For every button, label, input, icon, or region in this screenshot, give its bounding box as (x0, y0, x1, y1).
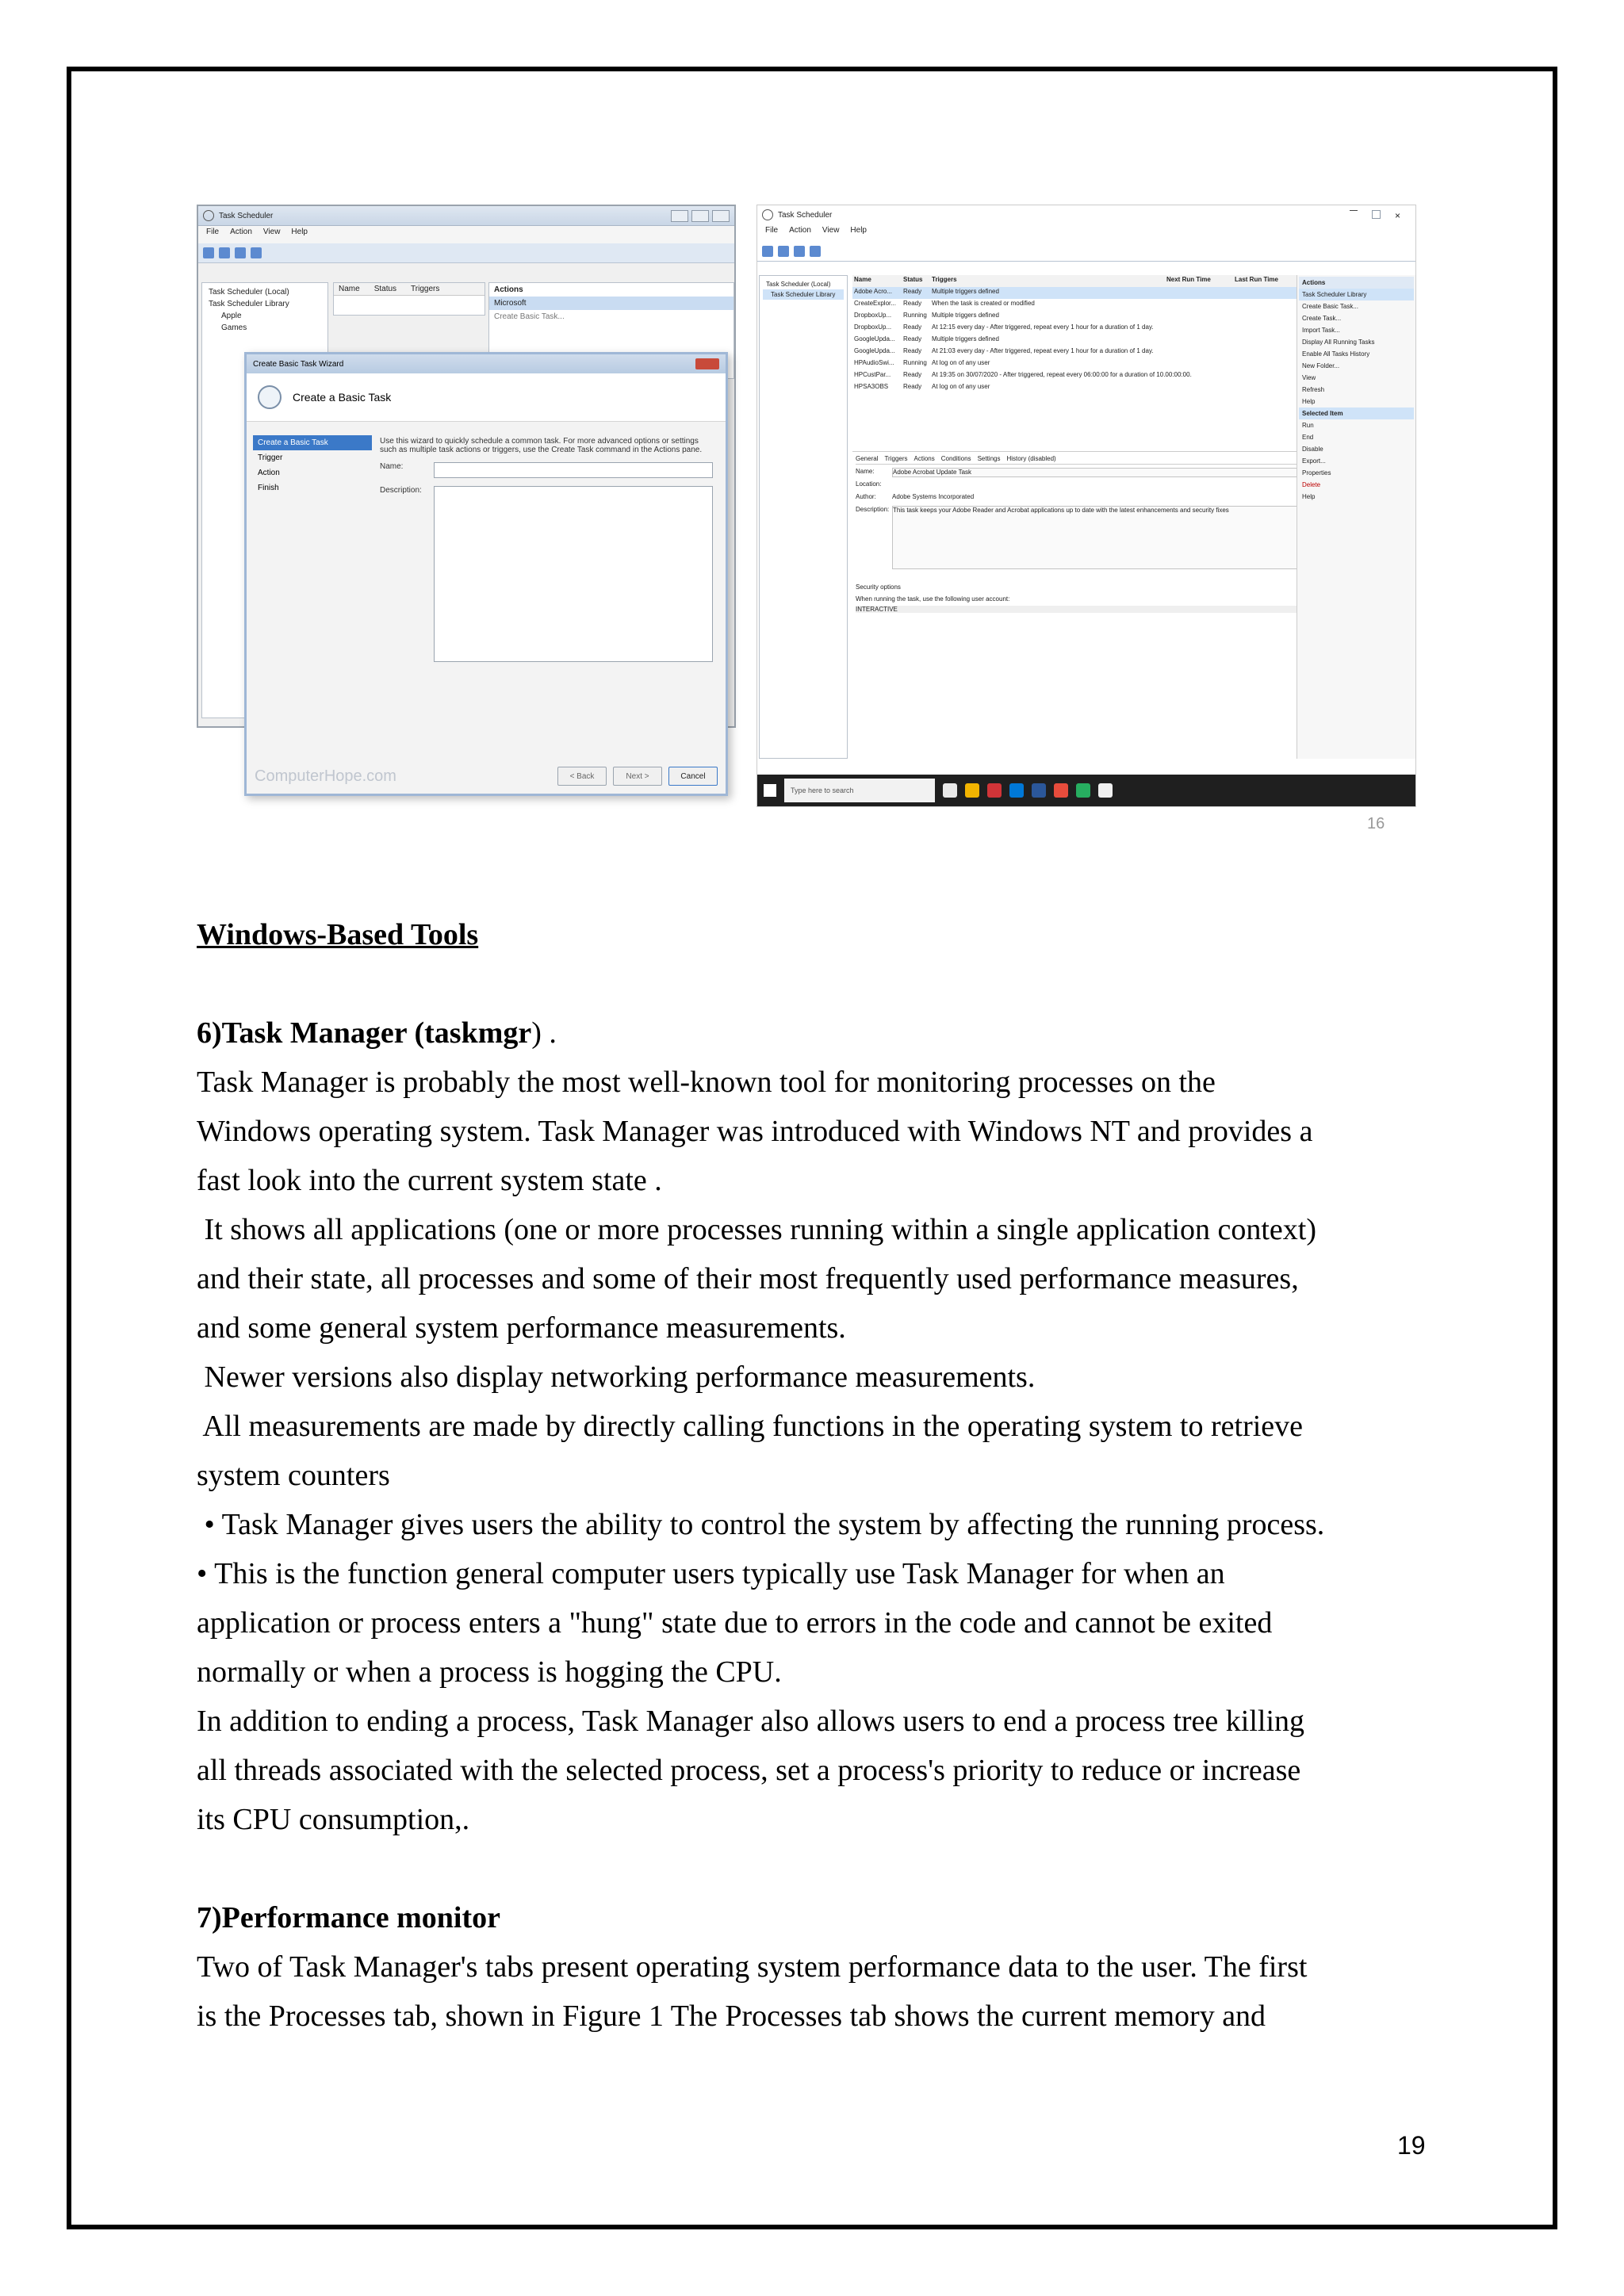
security-options-label: Security options (856, 584, 901, 591)
paragraph-line: In addition to ending a process, Task Manager also allows users to end a process tree killing (197, 1705, 1305, 1738)
table-row[interactable] (852, 311, 1301, 323)
actions-microsoft[interactable]: Microsoft (489, 297, 733, 310)
task-detail-pane (852, 451, 1301, 752)
figure-number: 16 (1367, 815, 1385, 832)
forward-arrow-icon[interactable] (219, 247, 230, 258)
clock-icon (762, 209, 773, 220)
tab-settings[interactable]: Settings (977, 455, 1001, 462)
title-bar (198, 206, 734, 226)
wizard-title: Create Basic Task Wizard (253, 359, 344, 369)
column-status[interactable]: Status (373, 285, 397, 293)
section-7-title: 7)Performance monitor (197, 1901, 501, 1934)
detail-name-label: Name: (856, 468, 875, 475)
table-row[interactable] (852, 382, 1301, 394)
task-icon (258, 385, 282, 409)
action-view[interactable]: View (1302, 374, 1316, 381)
wizard-heading: Create a Basic Task (293, 391, 392, 404)
menu-help[interactable]: Help (291, 228, 308, 236)
tab-conditions[interactable]: Conditions (940, 455, 971, 462)
back-arrow-icon[interactable] (762, 246, 773, 257)
action-create-task[interactable]: Create Task... (1302, 315, 1342, 322)
name-input[interactable] (434, 462, 713, 478)
app-icon[interactable] (987, 783, 1002, 798)
column-triggers[interactable]: Triggers (411, 285, 440, 293)
column-next-run[interactable]: Next Run Time (1166, 276, 1211, 283)
menu-view[interactable]: View (822, 226, 840, 235)
detail-description[interactable]: This task keeps your Adobe Reader and Acrobat applications up to date with the latest enhancements and security fixes (892, 506, 1298, 569)
table-row[interactable] (852, 346, 1301, 358)
maximize-button[interactable] (691, 210, 709, 222)
detail-name-field[interactable]: Adobe Acrobat Update Task (892, 468, 1298, 477)
paragraph-line: normally or when a process is hogging the CPU. (197, 1655, 782, 1689)
title-bar (757, 205, 1415, 224)
detail-location-label: Location: (856, 480, 882, 488)
task-view-icon[interactable] (943, 783, 957, 798)
cell-status: Running (903, 359, 927, 366)
close-button[interactable] (712, 210, 730, 222)
wizard-intro: Use this wizard to quickly schedule a common task. For more advanced options or settings such as multiple task actions or triggers, use the Create Task command in the Actions pane. (380, 437, 703, 454)
paragraph-line: fast look into the current system state . (197, 1164, 662, 1197)
description-input[interactable] (434, 486, 713, 662)
column-name[interactable]: Name (339, 285, 360, 293)
cell-status: Ready (903, 335, 922, 342)
cancel-button[interactable]: Cancel (668, 767, 718, 786)
wizard-banner (247, 373, 726, 422)
tab-actions[interactable]: Actions (914, 455, 935, 462)
next-button[interactable]: Next > (613, 767, 662, 786)
paragraph-line: and some general system performance measurements. (197, 1311, 846, 1345)
paragraph-line: Task Manager is probably the most well-known tool for monitoring processes on the (197, 1066, 1216, 1099)
column-triggers[interactable]: Triggers (932, 276, 957, 283)
section-heading: Windows-Based Tools (197, 918, 479, 951)
tree-item-games[interactable]: Games (221, 323, 247, 332)
tree-item-apple[interactable]: Apple (221, 312, 242, 320)
cell-name: GoogleUpda... (854, 335, 895, 342)
action-properties[interactable]: Properties (1302, 469, 1331, 476)
paragraph-line: and their state, all processes and some of their most frequently used performance measures, (197, 1262, 1299, 1295)
windows-start-icon[interactable] (764, 784, 776, 797)
cell-name: CreateExplor... (854, 300, 896, 307)
wizard-footer (247, 759, 726, 794)
back-button[interactable]: < Back (557, 767, 607, 786)
actions-section-library[interactable]: Task Scheduler Library (1299, 289, 1414, 300)
close-icon[interactable]: × (1395, 209, 1401, 221)
help-icon[interactable] (810, 246, 821, 257)
table-row[interactable] (852, 370, 1301, 382)
minimize-button[interactable] (671, 210, 688, 222)
action-run[interactable]: Run (1302, 422, 1314, 429)
actions-header: Actions (1299, 277, 1414, 289)
window-title: Task Scheduler (778, 210, 833, 220)
step-finish[interactable]: Finish (258, 484, 279, 492)
detail-author-label: Author: (856, 493, 876, 500)
paragraph-line: application or process enters a "hung" state due to errors in the code and cannot be exited (197, 1606, 1273, 1640)
menu-bar (198, 226, 734, 243)
column-last-run[interactable]: Last Run Time (1235, 276, 1278, 283)
app-icon[interactable] (1098, 783, 1113, 798)
action-create-basic-task[interactable]: Create Basic Task... (1302, 303, 1358, 310)
word-icon[interactable] (1032, 783, 1046, 798)
step-action[interactable]: Action (258, 469, 280, 477)
tree-item-local[interactable]: Task Scheduler (Local) (766, 281, 831, 288)
name-label: Name: (380, 462, 404, 471)
cell-status: Ready (903, 288, 922, 295)
column-status[interactable]: Status (903, 276, 923, 283)
taskbar-search[interactable]: Type here to search (784, 779, 935, 802)
app-icon[interactable] (1054, 783, 1068, 798)
paragraph-line: Two of Task Manager's tabs present operating system performance data to the user. The first (197, 1950, 1308, 1984)
table-row[interactable] (852, 299, 1301, 311)
step-trigger[interactable]: Trigger (258, 453, 283, 462)
cell-triggers: At log on of any user (932, 383, 990, 390)
task-list (333, 282, 485, 316)
table-row[interactable] (852, 335, 1301, 346)
page-number: 19 (1397, 2131, 1426, 2160)
tab-history[interactable]: History (disabled) (1006, 455, 1056, 462)
paragraph-line: All measurements are made by directly calling functions in the operating system to retrieve (197, 1410, 1304, 1443)
menu-bar (757, 224, 1415, 242)
paragraph-line: It shows all applications (one or more processes running within a single application context) (197, 1213, 1316, 1246)
back-arrow-icon[interactable] (203, 247, 214, 258)
cell-triggers: Multiple triggers defined (932, 335, 999, 342)
minimize-icon[interactable] (1350, 210, 1358, 212)
table-row[interactable] (852, 358, 1301, 370)
action-delete[interactable]: Delete (1302, 481, 1321, 488)
paragraph-line: all threads associated with the selected process, set a process's priority to reduce or increase (197, 1754, 1301, 1787)
actions-section-selected: Selected Item (1299, 408, 1414, 419)
table-row[interactable] (852, 323, 1301, 335)
cell-status: Ready (903, 371, 922, 378)
paragraph-line: its CPU consumption,. (197, 1803, 470, 1836)
paragraph-line: is the Processes tab, shown in Figure 1 The Processes tab shows the current memory and (197, 1999, 1266, 2033)
tree-item-local[interactable]: Task Scheduler (Local) (209, 288, 289, 297)
cell-status: Ready (903, 300, 922, 307)
action-disable[interactable]: Disable (1302, 446, 1323, 453)
windows-taskbar (757, 775, 1415, 806)
cell-name: DropboxUp... (854, 312, 892, 319)
menu-action[interactable]: Action (230, 228, 252, 236)
wizard-close-button[interactable] (695, 358, 719, 369)
action-enable-history[interactable]: Enable All Tasks History (1302, 350, 1370, 358)
paragraph-line: system counters (197, 1459, 390, 1492)
cell-status: Running (903, 312, 927, 319)
column-name[interactable]: Name (854, 276, 871, 283)
console-tree (759, 275, 848, 759)
section-6-title-rest: ) . (531, 1016, 557, 1050)
action-new-folder[interactable]: New Folder... (1302, 362, 1340, 369)
detail-author: Adobe Systems Incorporated (892, 493, 975, 500)
action-help[interactable]: Help (1302, 398, 1316, 405)
tree-item-library[interactable]: Task Scheduler Library (763, 289, 844, 300)
cell-triggers: Multiple triggers defined (932, 312, 999, 319)
cell-triggers: When the task is created or modified (932, 300, 1035, 307)
action-help-selected[interactable]: Help (1302, 493, 1316, 500)
folder-icon[interactable] (794, 246, 805, 257)
task-table (852, 275, 1301, 394)
app-icon[interactable] (1076, 783, 1090, 798)
cell-triggers: At 21:03 every day - After triggered, repeat every 1 hour for a duration of 1 day. (932, 347, 1154, 354)
section-6-title (197, 1008, 1434, 1058)
forward-arrow-icon[interactable] (778, 246, 789, 257)
wizard-title-bar (247, 354, 726, 373)
tab-general[interactable]: General (856, 455, 879, 462)
actions-pane (1297, 275, 1415, 759)
clock-icon (203, 210, 214, 221)
bullet-line: • This is the function general computer users typically use Task Manager for when an (197, 1557, 1225, 1590)
security-user: INTERACTIVE (856, 606, 1298, 613)
cell-name: HPSA3OBS (854, 383, 889, 390)
action-display-running[interactable]: Display All Running Tasks (1302, 339, 1375, 346)
cell-name: DropboxUp... (854, 323, 892, 331)
cell-status: Ready (903, 383, 922, 390)
task-scheduler-window-right (756, 205, 1416, 807)
paragraph-line: Windows operating system. Task Manager was introduced with Windows NT and provides a (197, 1115, 1313, 1148)
cell-name: Adobe Acro... (854, 288, 893, 295)
app-icon[interactable] (1009, 783, 1024, 798)
action-import-task[interactable]: Import Task... (1302, 327, 1340, 334)
action-refresh[interactable]: Refresh (1302, 386, 1325, 393)
actions-create-basic-task[interactable]: Create Basic Task... (494, 312, 565, 321)
menu-file[interactable]: File (206, 228, 220, 236)
maximize-icon[interactable] (1372, 210, 1381, 219)
create-basic-task-wizard (244, 352, 728, 796)
menu-help[interactable]: Help (850, 226, 867, 235)
tree-item-library[interactable]: Task Scheduler Library (209, 300, 289, 308)
menu-file[interactable]: File (765, 226, 779, 235)
cell-name: HPCustPar... (854, 371, 891, 378)
cell-status: Ready (903, 323, 922, 331)
task-scheduler-figure (197, 205, 1416, 831)
wizard-body (380, 437, 713, 662)
help-icon[interactable] (251, 247, 262, 258)
bullet-line: • Task Manager gives users the ability to control the system by affecting the running process. (197, 1508, 1325, 1541)
cell-triggers: At 19:35 on 30/07/2020 - After triggered, repeat every 06:00:00 for a duration of 10.00:00:00. (932, 371, 1192, 378)
wizard-steps (253, 435, 372, 496)
toolbar (198, 243, 734, 263)
paragraph-line: Newer versions also display networking performance measurements. (197, 1360, 1036, 1394)
detail-tabs (856, 455, 1298, 465)
file-explorer-icon[interactable] (965, 783, 979, 798)
cell-status: Ready (903, 347, 922, 354)
table-header (852, 275, 1301, 287)
action-export[interactable]: Export... (1302, 457, 1326, 465)
menu-view[interactable]: View (262, 228, 281, 236)
menu-action[interactable]: Action (789, 226, 811, 235)
watermark: ComputerHope.com (255, 767, 396, 785)
cell-name: GoogleUpda... (854, 347, 895, 354)
actions-header: Actions (494, 285, 523, 294)
cell-name: HPAudioSwi... (854, 359, 894, 366)
folder-icon[interactable] (235, 247, 246, 258)
section-6-title-bold: 6)Task Manager (taskmgr (197, 1016, 532, 1050)
table-row[interactable] (852, 287, 1301, 299)
toolbar (757, 242, 1415, 262)
action-end[interactable]: End (1302, 434, 1314, 441)
window-title: Task Scheduler (219, 211, 274, 220)
cell-triggers: At log on of any user (932, 359, 990, 366)
tab-triggers[interactable]: Triggers (884, 455, 908, 462)
security-account-label: When running the task, use the following user account: (856, 595, 1010, 603)
cell-triggers: Multiple triggers defined (932, 288, 999, 295)
description-label: Description: (380, 486, 422, 495)
cell-triggers: At 12:15 every day - After triggered, repeat every 1 hour for a duration of 1 day. (932, 323, 1154, 331)
detail-description-label: Description: (856, 506, 890, 513)
document-body (197, 910, 1434, 2041)
step-create-basic-task[interactable]: Create a Basic Task (253, 435, 372, 450)
